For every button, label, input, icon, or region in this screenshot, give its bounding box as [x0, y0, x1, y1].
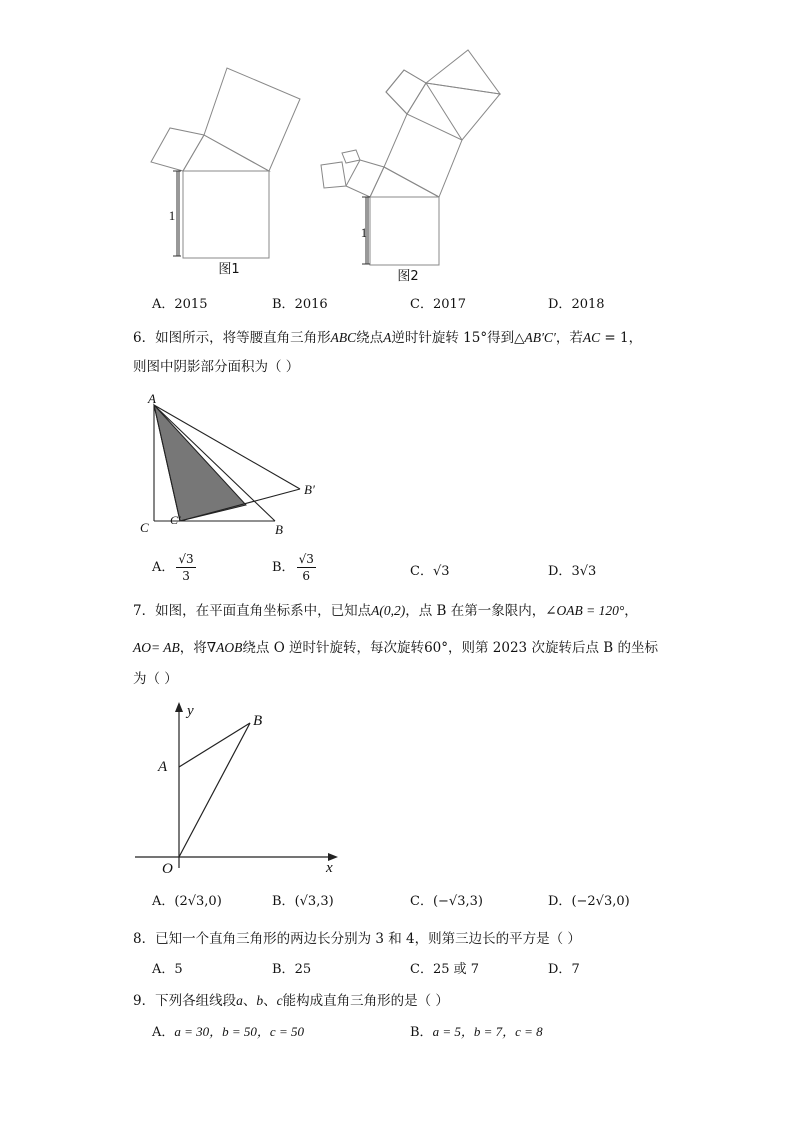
q8-stem: 8．已知一个直角三角形的两边长分别为 3 和 4，则第三边长的平方是（ ） — [133, 931, 581, 947]
q7-stem-line1: 7．如图，在平面直角坐标系中，已知点A(0,2)，点 B 在第一象限内，∠OAB = 120°， — [133, 603, 638, 619]
fig2-top-square-right2 — [426, 50, 500, 94]
q8-option-b[interactable]: B．25 — [272, 962, 312, 977]
fig2-left-tiny-a — [321, 162, 346, 188]
q5-option-d[interactable]: D．2018 — [548, 297, 605, 312]
q6-option-a[interactable]: A． $\frac{√3}{3}$ — [152, 552, 194, 583]
q9-option-a[interactable]: A．a = 30，b = 50，c = 50 — [152, 1024, 304, 1040]
q6-label-A: A — [148, 391, 156, 406]
fig2-base-square — [370, 197, 439, 265]
fig2-top-left-square2 — [386, 70, 426, 114]
fig1-triangle — [183, 135, 269, 171]
q8-option-c[interactable]: C．25 或 7 — [410, 962, 480, 977]
q7-label-y: y — [187, 703, 194, 719]
fig1-large-square — [204, 68, 300, 171]
q6-option-b[interactable]: B． $\frac{√3}{6}$ — [272, 552, 314, 583]
q7-stem-line2: AO= AB，将∇AOB绕点 O 逆时针旋转，每次旋转60°，则第 2023 次旋转后点 B 的坐标 — [133, 640, 658, 656]
figure-1 — [151, 68, 300, 258]
q6-label-B: B — [275, 522, 283, 537]
q6-label-Cp: C′ — [170, 513, 181, 527]
fig2-left-small-square — [346, 160, 384, 197]
q7-coordinate-figure — [130, 700, 345, 880]
fig2-mid-square — [384, 114, 462, 197]
fig2-left-tiny-b — [342, 150, 360, 163]
q7-label-A: A — [158, 759, 168, 775]
q7-label-x: x — [326, 860, 333, 876]
q8-option-a[interactable]: A．5 — [152, 962, 183, 977]
q7-option-c[interactable]: C．(−√3,3) — [410, 894, 483, 909]
q9-option-b[interactable]: B．a = 5，b = 7，c = 8 — [410, 1024, 543, 1040]
q7-label-O: O — [162, 861, 173, 877]
q5-option-a[interactable]: A．2015 — [152, 297, 208, 312]
pythagoras-tree-figures — [0, 0, 794, 300]
q7-segment-OB — [179, 723, 250, 857]
q6-label-C: C — [140, 520, 149, 535]
fig2-caption: 图2 — [397, 269, 419, 284]
q7-label-B: B — [253, 713, 263, 729]
fig1-base-square — [183, 171, 269, 258]
q6-shaded-region — [154, 405, 246, 521]
q5-option-c[interactable]: C．2017 — [410, 297, 467, 312]
q6-rotated-triangle-figure — [135, 390, 325, 540]
q9-stem: 9．下列各组线段a、b、c能构成直角三角形的是（ ） — [133, 993, 449, 1009]
fig2-side-label: 1 — [360, 225, 368, 240]
q6-option-c[interactable]: C．√3 — [410, 564, 450, 579]
fig2-triangle — [370, 167, 439, 197]
q5-option-b[interactable]: B．2016 — [272, 297, 328, 312]
fig1-side-label: 1 — [168, 208, 176, 223]
fig2-top-square-right — [426, 83, 500, 140]
fig1-caption: 图1 — [218, 262, 240, 277]
q6-stem-line2: 则图中阴影部分面积为（ ） — [133, 359, 300, 375]
q6-option-d[interactable]: D．3√3 — [548, 564, 597, 579]
figure-2 — [321, 50, 500, 265]
q7-option-d[interactable]: D．(−2√3,0) — [548, 894, 630, 909]
q7-option-b[interactable]: B．(√3,3) — [272, 894, 334, 909]
q6-stem-line1: 6．如图所示，将等腰直角三角形ABC绕点A逆时针旋转 15°得到△AB′C′，若AC = 1， — [133, 330, 643, 346]
q7-y-arrow — [175, 702, 183, 712]
q6-label-Bp: B′ — [304, 482, 315, 497]
q7-option-a[interactable]: A．(2√3,0) — [152, 894, 222, 909]
q8-option-d[interactable]: D．7 — [548, 962, 580, 977]
q7-stem-line3: 为（ ） — [133, 671, 178, 687]
q7-segment-AB — [179, 723, 250, 767]
